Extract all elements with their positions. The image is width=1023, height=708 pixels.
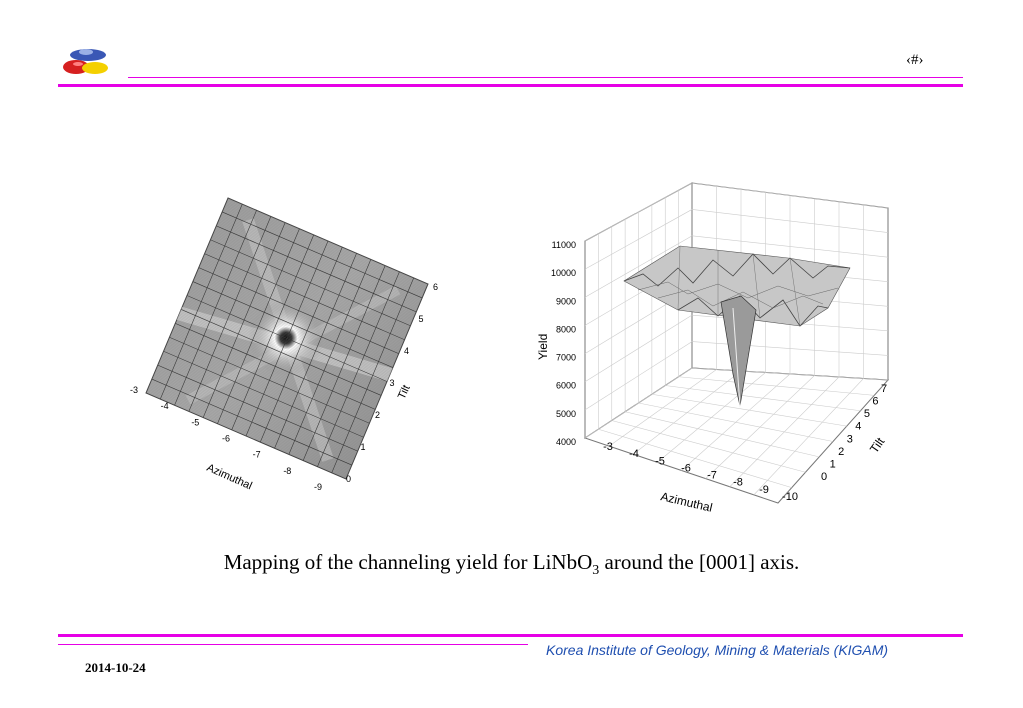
caption-text-end: around the [0001] axis. xyxy=(599,550,800,574)
header-rule-thick xyxy=(58,84,963,87)
surface-x-tick: -8 xyxy=(733,476,743,489)
surface-y-tick: 5 xyxy=(863,408,870,421)
map-y-tick: 2 xyxy=(375,410,381,420)
map-x-tick: -3 xyxy=(129,385,138,395)
yield-map-2d-svg xyxy=(128,190,458,500)
map-x-tick: -7 xyxy=(252,449,261,460)
footer-date: 2014-10-24 xyxy=(85,660,146,675)
surface-z-tick: 9000 xyxy=(555,296,576,307)
surface-x-tick: -9 xyxy=(759,483,769,496)
surface-x-tick: -5 xyxy=(655,455,665,468)
surface-xlabel: Azimuthal xyxy=(659,489,714,515)
footer-rule-thin xyxy=(58,644,528,645)
figure-caption xyxy=(0,550,1023,579)
surface-z-tick: 6000 xyxy=(555,380,576,391)
surface-z-tick: 7000 xyxy=(555,352,576,363)
yield-map-2d xyxy=(128,190,458,500)
surface-z-tick: 5000 xyxy=(555,408,576,419)
surface-y-tick: 0 xyxy=(821,471,828,483)
surface-x-tick: -7 xyxy=(707,469,717,482)
surface-y-tick: 7 xyxy=(881,383,888,395)
surface-y-tick: 3 xyxy=(846,433,853,446)
footer-rule-thick xyxy=(58,634,963,637)
header-rule-thin xyxy=(128,77,963,78)
surface-x-tick: -4 xyxy=(629,448,639,461)
surface-ylabel: Tilt xyxy=(866,434,888,456)
map-x-tick: -4 xyxy=(160,401,169,412)
kigam-logo-icon xyxy=(58,44,114,80)
caption-text-start: Mapping of the channeling yield for LiNbO xyxy=(223,550,593,574)
surface-y-tick: 6 xyxy=(872,395,879,408)
map-y-tick: 5 xyxy=(418,314,424,324)
surface-y-tick: 4 xyxy=(855,420,862,433)
surface-z-tick: 4000 xyxy=(555,437,576,447)
map-x-tick: -5 xyxy=(191,417,200,428)
footer-organization: Korea Institute of Geology, Mining & Materials (KIGAM) xyxy=(546,642,889,658)
surface-z-tick: 10000 xyxy=(550,268,576,279)
slide-number: ‹#› xyxy=(906,52,924,68)
surface-x-tick: -10 xyxy=(782,491,798,503)
map-y-tick: 4 xyxy=(404,346,410,356)
map-x-tick: -6 xyxy=(221,433,230,444)
yield-surface-3d-svg xyxy=(528,178,908,523)
map-x-tick: -8 xyxy=(283,465,292,476)
surface-z-tick: 11000 xyxy=(551,240,576,250)
map-y-tick: 0 xyxy=(346,474,352,484)
caption-subscript: 3 xyxy=(592,563,600,579)
surface-x-tick: -6 xyxy=(681,462,691,475)
map-x-tick: -9 xyxy=(313,482,322,492)
surface-x-tick: -3 xyxy=(603,441,613,453)
map-y-tick: 3 xyxy=(389,378,395,388)
surface-zlabel: Yield xyxy=(536,333,550,360)
surface-y-tick: 2 xyxy=(838,445,845,458)
surface-z-tick: 8000 xyxy=(555,324,576,335)
yield-surface-3d xyxy=(528,178,908,523)
map-xlabel: Azimuthal xyxy=(204,461,254,493)
map-y-tick: 6 xyxy=(433,282,439,292)
surface-y-tick: 1 xyxy=(829,458,836,471)
map-y-tick: 1 xyxy=(360,442,366,452)
map-ylabel: Tilt xyxy=(395,383,413,402)
